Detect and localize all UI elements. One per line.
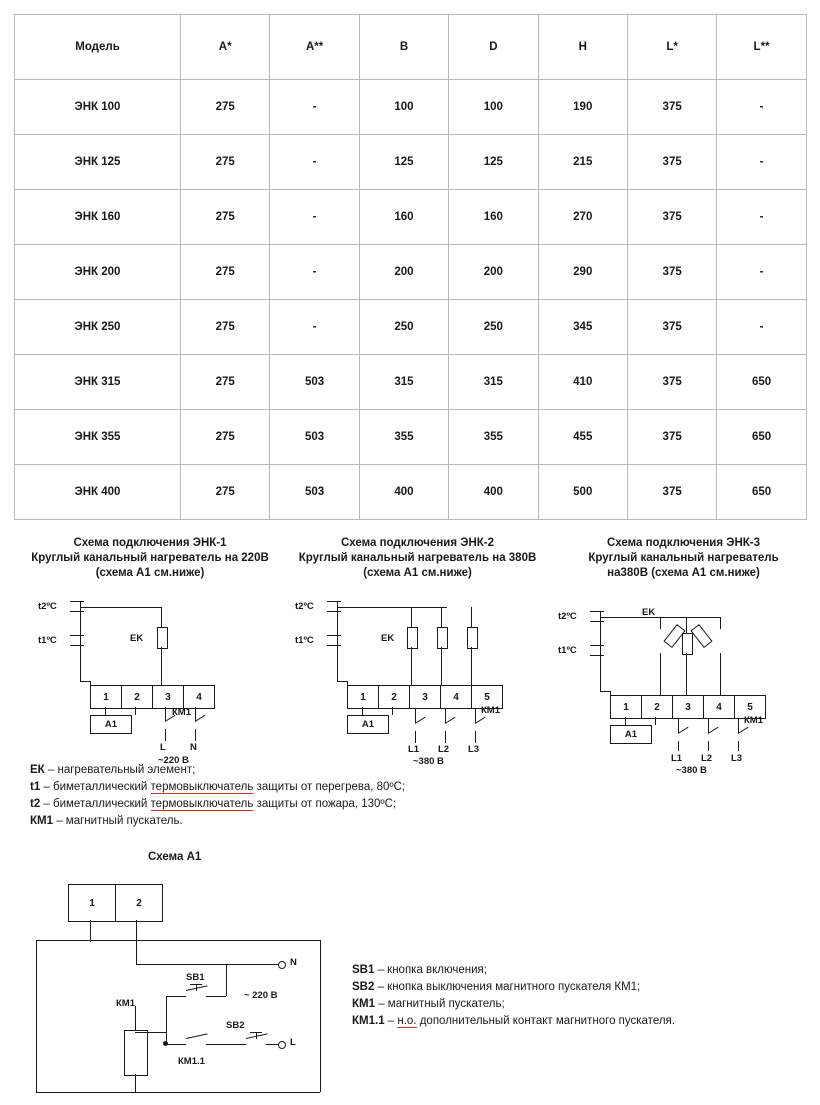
table-cell: - — [717, 135, 806, 190]
table-cell: 375 — [627, 80, 716, 135]
a1-terminal-block — [68, 884, 163, 922]
table-cell: 650 — [717, 465, 806, 520]
table-cell: 315 — [449, 355, 538, 410]
scheme-1-title-line2: Круглый канальный нагреватель на 220В — [31, 552, 269, 564]
scheme-enk-3 — [556, 536, 811, 776]
table-cell: 275 — [181, 355, 270, 410]
scheme-1-terminal-block — [90, 685, 215, 709]
scheme-enk-1 — [20, 536, 280, 766]
table-cell: - — [717, 300, 806, 355]
scheme-2-heating-element — [437, 627, 448, 649]
legend-a1-text-km11-a: – — [384, 1015, 398, 1027]
scheme-1-t2-label: t2ºC — [38, 601, 57, 612]
legend-text-km1: – магнитный пускатель. — [53, 815, 183, 827]
legend-a1-text-km1: – магнитный пускатель; — [375, 998, 505, 1010]
scheme-2-output-l1: L1 — [408, 744, 420, 755]
table-header-cell: A** — [270, 15, 359, 80]
scheme-3-output-l3: L3 — [731, 753, 743, 764]
legend-a1-text-sb1: – кнопка включения; — [374, 964, 487, 976]
table-cell: 455 — [538, 410, 627, 465]
scheme-3-a1-block: A1 — [610, 725, 652, 744]
a1-supply-label: ~ 220 В — [244, 990, 278, 1001]
table-cell: 275 — [181, 80, 270, 135]
table-header-cell: B — [359, 15, 448, 80]
table-cell: - — [717, 190, 806, 245]
table-cell: - — [270, 245, 359, 300]
scheme-2-terminal-block — [347, 685, 503, 709]
scheme-2-terminal: 5 — [484, 691, 490, 703]
table-row — [15, 135, 807, 190]
scheme-2-a1-block: A1 — [347, 715, 389, 734]
table-cell: 100 — [359, 80, 448, 135]
legend-text-t2-a: – биметаллический — [40, 798, 151, 810]
table-cell: 375 — [627, 300, 716, 355]
scheme-3-supply-label: ~380 В — [676, 765, 707, 776]
a1-node-l-dot — [278, 1041, 286, 1049]
scheme-1-terminal: 1 — [91, 686, 122, 708]
a1-terminal-1: 1 — [69, 885, 116, 921]
scheme-3-title-line2: Круглый канальный нагреватель — [588, 552, 779, 564]
table-cell: 375 — [627, 355, 716, 410]
table-cell-model: ЭНК 355 — [15, 410, 181, 465]
scheme-3-terminal-block — [610, 695, 766, 719]
scheme-2-heating-element — [467, 627, 478, 649]
specifications-table-container — [14, 14, 806, 520]
scheme-2-ek-label: EK — [381, 633, 395, 644]
scheme-2-title-line2: Круглый канальный нагреватель на 380В — [298, 552, 537, 564]
table-cell: 503 — [270, 410, 359, 465]
table-cell: 215 — [538, 135, 627, 190]
table-cell: 375 — [627, 465, 716, 520]
scheme-3-terminal: 1 — [611, 696, 642, 718]
scheme-3-km1-label: КМ1 — [744, 715, 763, 726]
legend-key-ek: ЕК — [30, 764, 45, 776]
scheme-2-output-l2: L2 — [438, 744, 450, 755]
table-header-cell: D — [449, 15, 538, 80]
scheme-1-output-l: L — [160, 742, 166, 753]
scheme-2-t1-label: t1ºC — [295, 635, 314, 646]
scheme-1-title-line3: (схема А1 см.ниже) — [95, 567, 205, 579]
legend-text-t2-b: защиты от пожара, 130ºC; — [253, 798, 397, 810]
scheme-3-output-l1: L1 — [671, 753, 683, 764]
scheme-1-km1-label: КМ1 — [172, 707, 191, 718]
table-cell: 125 — [449, 135, 538, 190]
scheme-3-output-l2: L2 — [701, 753, 713, 764]
legend-a1-text-sb2: – кнопка выключения магнитного пускателя КМ1; — [374, 981, 641, 993]
scheme-3-title-line3: на380В (схема А1 см.ниже) — [607, 567, 760, 579]
table-cell-model: ЭНК 400 — [15, 465, 181, 520]
scheme-a1-diagram — [0, 872, 360, 1097]
table-header-cell: L* — [627, 15, 716, 80]
table-cell: 200 — [359, 245, 448, 300]
table-row — [15, 80, 807, 135]
scheme-1-t1-label: t1ºC — [38, 635, 57, 646]
a1-node-n-label: N — [290, 957, 297, 968]
a1-km1-coil — [124, 1030, 148, 1076]
table-cell: 375 — [627, 190, 716, 245]
table-cell: 650 — [717, 410, 806, 465]
table-cell: - — [717, 245, 806, 300]
scheme-3-title-line1: Схема подключения ЭНК-3 — [606, 537, 761, 549]
table-cell: 250 — [359, 300, 448, 355]
scheme-2-terminal: 3 — [410, 686, 441, 708]
scheme-3-diagram — [556, 587, 811, 776]
legend-a1 — [352, 962, 792, 1030]
legend-a1-key-km11: КМ1.1 — [352, 1015, 385, 1027]
scheme-1-diagram — [20, 587, 280, 766]
table-cell-model: ЭНК 315 — [15, 355, 181, 410]
legend-a1-line-sb1 — [352, 962, 792, 979]
scheme-3-heating-element — [690, 624, 712, 648]
a1-km1-label: КМ1 — [116, 998, 135, 1009]
scheme-1-output-n: N — [190, 742, 197, 753]
scheme-2-terminal: 2 — [379, 686, 410, 708]
legend-line-ek — [30, 762, 590, 779]
table-cell: 190 — [538, 80, 627, 135]
scheme-1-terminal: 2 — [122, 686, 153, 708]
scheme-3-terminal: 3 — [673, 696, 704, 718]
scheme-1-a1-block: A1 — [90, 715, 132, 734]
table-cell: 400 — [449, 465, 538, 520]
table-cell: 270 — [538, 190, 627, 245]
scheme-1-title — [20, 536, 280, 581]
table-cell-model: ЭНК 200 — [15, 245, 181, 300]
table-cell: 375 — [627, 410, 716, 465]
table-cell: 160 — [359, 190, 448, 245]
table-cell: 400 — [359, 465, 448, 520]
table-cell: - — [717, 80, 806, 135]
legend-key-t2: t2 — [30, 798, 41, 810]
scheme-3-title — [556, 536, 811, 581]
table-cell: 355 — [359, 410, 448, 465]
table-cell: 500 — [538, 465, 627, 520]
table-cell: 650 — [717, 355, 806, 410]
table-header-row — [15, 15, 807, 80]
legend-text-ek: – нагревательный элемент; — [44, 764, 196, 776]
scheme-enk-2 — [285, 536, 550, 767]
table-header-cell: H — [538, 15, 627, 80]
legend-text-t1-b: защиты от перегрева, 80ºC; — [253, 781, 406, 793]
scheme-2-title — [285, 536, 550, 581]
legend-a1-line-km11 — [352, 1013, 792, 1030]
scheme-2-terminal: 1 — [348, 686, 379, 708]
legend-a1-no-abbrev: н.о. — [397, 1015, 417, 1027]
legend-a1-line-km1 — [352, 996, 792, 1013]
table-cell: 250 — [449, 300, 538, 355]
scheme-2-title-line1: Схема подключения ЭНК-2 — [340, 537, 495, 549]
table-cell: 160 — [449, 190, 538, 245]
legend-term-switch-t2: термовыключатель — [150, 798, 254, 810]
scheme-1-title-line1: Схема подключения ЭНК-1 — [73, 537, 227, 549]
table-cell: 345 — [538, 300, 627, 355]
table-cell: 355 — [449, 410, 538, 465]
table-row — [15, 190, 807, 245]
scheme-3-t2-label: t2ºC — [558, 611, 577, 622]
scheme-3-terminal: 5 — [747, 701, 753, 713]
table-cell: 275 — [181, 300, 270, 355]
scheme-2-diagram — [285, 587, 550, 767]
legend-key-km1: КМ1 — [30, 815, 53, 827]
table-cell: 315 — [359, 355, 448, 410]
a1-node-l-label: L — [290, 1037, 296, 1048]
table-header-cell: L** — [717, 15, 806, 80]
table-cell: 125 — [359, 135, 448, 190]
scheme-2-heating-element — [407, 627, 418, 649]
specifications-table — [14, 14, 807, 520]
table-cell-model: ЭНК 160 — [15, 190, 181, 245]
a1-terminal-2: 2 — [136, 897, 142, 909]
scheme-2-supply-label: ~380 В — [413, 756, 444, 767]
table-cell: - — [270, 135, 359, 190]
table-cell-model: ЭНК 100 — [15, 80, 181, 135]
scheme-1-terminal: 3 — [153, 686, 184, 708]
legend-a1-key-sb1: SB1 — [352, 964, 375, 976]
table-header-cell: A* — [181, 15, 270, 80]
legend-line-km1 — [30, 813, 590, 830]
legend-a1-line-sb2 — [352, 979, 792, 996]
legend-a1-key-km1: КМ1 — [352, 998, 375, 1010]
table-cell: 290 — [538, 245, 627, 300]
table-row — [15, 410, 807, 465]
a1-sb1-label: SB1 — [186, 972, 205, 983]
legend-key-t1: t1 — [30, 781, 41, 793]
scheme-2-terminal: 4 — [441, 686, 472, 708]
legend-text-t1-a: – биметаллический — [40, 781, 151, 793]
table-row — [15, 245, 807, 300]
scheme-2-km1-label: КМ1 — [481, 705, 500, 716]
legend-a1-text-km11-b: дополнительный контакт магнитного пускателя. — [416, 1015, 675, 1027]
scheme-3-ek-label: EK — [642, 607, 656, 618]
scheme-3-heating-element — [682, 633, 693, 655]
table-row — [15, 300, 807, 355]
scheme-1-heating-element — [157, 627, 168, 649]
table-cell: - — [270, 300, 359, 355]
scheme-1-supply-label: ~220 В — [158, 755, 189, 766]
table-cell: 100 — [449, 80, 538, 135]
a1-node-n-dot — [278, 961, 286, 969]
legend-a1-key-sb2: SB2 — [352, 981, 375, 993]
table-header-cell: Модель — [15, 15, 181, 80]
table-cell-model: ЭНК 250 — [15, 300, 181, 355]
table-cell: 275 — [181, 465, 270, 520]
table-cell: - — [270, 190, 359, 245]
table-cell: 200 — [449, 245, 538, 300]
scheme-3-terminal: 4 — [704, 696, 735, 718]
table-cell: 275 — [181, 135, 270, 190]
table-cell: 503 — [270, 355, 359, 410]
table-cell: 275 — [181, 190, 270, 245]
legend-line-t1 — [30, 779, 590, 796]
scheme-1-ek-label: EK — [130, 633, 144, 644]
table-cell: 275 — [181, 410, 270, 465]
legend-term-switch-t1: термовыключатель — [150, 781, 254, 793]
table-row — [15, 355, 807, 410]
table-cell: 375 — [627, 245, 716, 300]
table-cell: 375 — [627, 135, 716, 190]
a1-km11-label: КМ1.1 — [178, 1056, 205, 1067]
legend-line-t2 — [30, 796, 590, 813]
scheme-3-t1-label: t1ºC — [558, 645, 577, 656]
scheme-2-title-line3: (схема А1 см.ниже) — [363, 567, 472, 579]
table-cell: - — [270, 80, 359, 135]
scheme-2-output-l3: L3 — [468, 744, 480, 755]
scheme-3-terminal: 2 — [642, 696, 673, 718]
scheme-2-t2-label: t2ºC — [295, 601, 314, 612]
table-cell: 275 — [181, 245, 270, 300]
table-cell: 410 — [538, 355, 627, 410]
scheme-a1-title: Схема А1 — [148, 851, 202, 863]
legend-main — [30, 762, 590, 830]
scheme-1-terminal: 4 — [196, 691, 202, 703]
table-row — [15, 465, 807, 520]
table-cell: 503 — [270, 465, 359, 520]
table-cell-model: ЭНК 125 — [15, 135, 181, 190]
a1-sb2-label: SB2 — [226, 1020, 245, 1031]
